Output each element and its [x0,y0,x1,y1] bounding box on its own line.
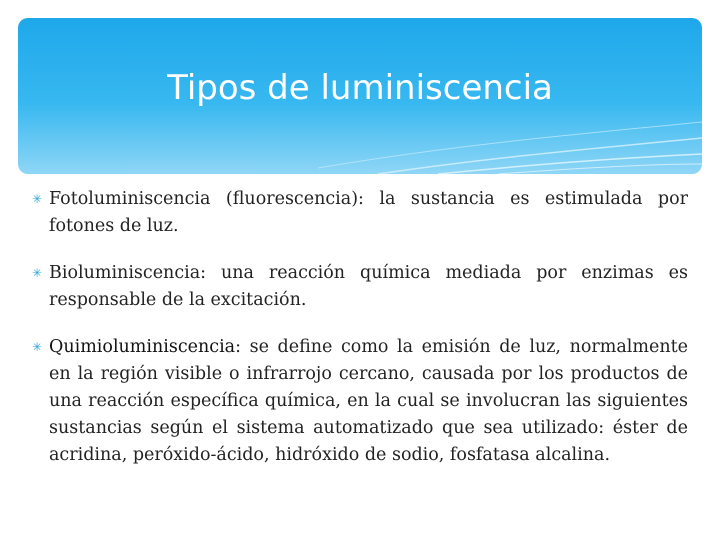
bullet-asterisk-icon: ✳ [32,192,43,206]
bullet-term: Quimioluminiscencia [49,337,236,357]
bullet-asterisk-icon: ✳ [32,340,43,354]
bullet-item [32,186,688,240]
bullet-asterisk-icon: ✳ [32,266,43,280]
bullet-list [32,186,688,489]
slide-title: Tipos de luminiscencia [167,68,553,108]
bullet-text: Bioluminiscencia: una reacción química mediada por enzimas es responsable de la excitación. [49,263,688,310]
bullet-text: Fotoluminiscencia (fluorescencia): la sustancia es estimulada por fotones de luz. [49,189,688,236]
title-banner [18,18,702,174]
bullet-item [32,260,688,314]
bullet-text: : se define como la emisión de luz, normalmente en la región visible o infrarrojo cercano, causada por los productos de una reacción específica química, en la cual se involucran las siguientes sustancias según el sistema automatizado que sea utilizado: éster de acridina, peróxido-ácido, hidróxido de sodio, fosfatasa alcalina. [49,337,688,465]
bullet-item [32,334,688,469]
